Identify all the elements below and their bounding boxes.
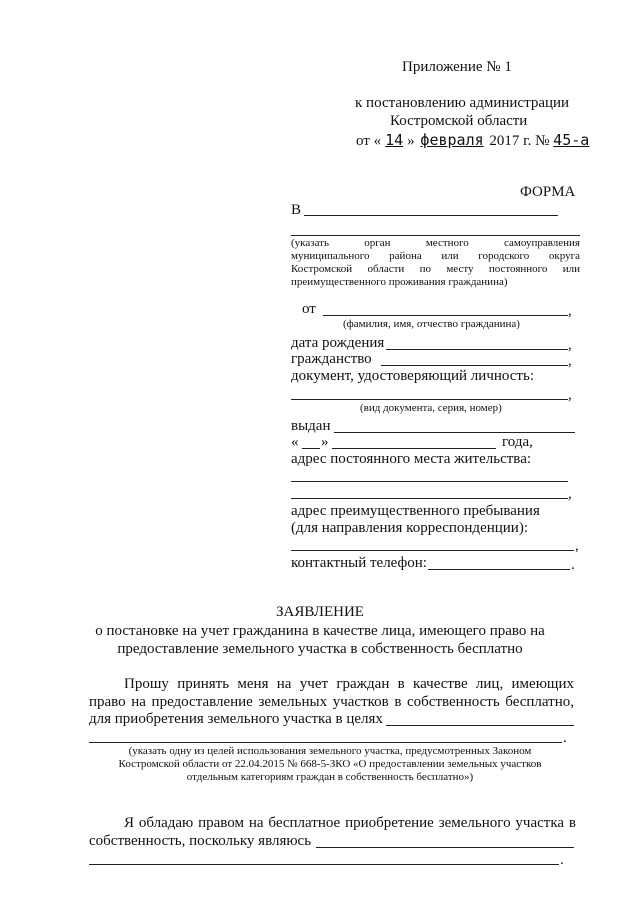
- fullname-hint: (фамилия, имя, отчество гражданина): [343, 318, 520, 330]
- from-label: от: [302, 301, 316, 317]
- date-prefix: от «: [356, 133, 382, 149]
- comma: ,: [568, 303, 572, 319]
- citizenship-line[interactable]: [381, 365, 568, 366]
- addressee-hint-3: Костромской области по месту постоянного или: [291, 263, 580, 275]
- issue-date-close: »: [321, 434, 329, 450]
- purpose-hint-1: (указать одну из целей использования земельного участка, предусмотренных Законом: [128, 745, 532, 757]
- addressee-line-1[interactable]: [304, 215, 558, 216]
- issue-date-open: «: [291, 434, 299, 450]
- comma: ,: [568, 337, 572, 353]
- statement-subtitle-2: предоставление земельного участка в собственность бесплатно: [117, 641, 523, 657]
- addressee-line-2[interactable]: [291, 235, 580, 236]
- statement-subtitle-1: о постановке на учет гражданина в качестве лица, имеющего право на: [95, 623, 545, 639]
- request-line-1: Прошу принять меня на учет граждан в качестве лиц, имеющих: [124, 676, 574, 692]
- basis-line-1[interactable]: [316, 847, 574, 848]
- comma: ,: [568, 353, 572, 369]
- id-document-line[interactable]: [291, 399, 568, 400]
- birth-date-line[interactable]: [386, 349, 568, 350]
- purpose-hint-2: Костромской области от 22.04.2015 № 668-5-ЗКО «О предоставлении земельных участков: [118, 758, 542, 770]
- purpose-line-2[interactable]: [89, 742, 562, 743]
- addressee-hint-1: (указать орган местного самоуправления: [291, 237, 580, 249]
- decree-line-1: к постановлению администрации: [355, 95, 570, 111]
- year-label: года,: [502, 434, 533, 450]
- purpose-line-1[interactable]: [386, 725, 574, 726]
- pref-stay-note: (для направления корреспонденции):: [291, 520, 528, 536]
- issue-day-line[interactable]: [302, 448, 320, 449]
- form-label: ФОРМА: [520, 184, 576, 200]
- perm-address-line-2[interactable]: [291, 498, 568, 499]
- date-day: 14: [385, 131, 404, 149]
- period: .: [571, 557, 575, 573]
- citizenship-label: гражданство: [291, 351, 372, 367]
- date-mid: »: [407, 133, 415, 149]
- comma: ,: [575, 538, 579, 554]
- fullname-line[interactable]: [323, 315, 568, 316]
- date-month: февраля: [420, 131, 484, 149]
- right-line-2: собственность, поскольку являюсь: [89, 833, 312, 849]
- statement-title: ЗАЯВЛЕНИЕ: [276, 604, 364, 620]
- to-prefix: В: [291, 202, 302, 218]
- decree-date: [356, 131, 589, 150]
- addressee-hint-2: муниципального района или городского округа: [291, 250, 580, 262]
- right-line-1: Я обладаю правом на бесплатное приобретение земельного участка в: [124, 815, 576, 831]
- pref-stay-label: адрес преимущественного пребывания: [291, 503, 540, 519]
- comma: ,: [568, 486, 572, 502]
- issued-label: выдан: [291, 418, 331, 434]
- perm-address-line-1[interactable]: [291, 481, 568, 482]
- phone-label: контактный телефон:: [291, 555, 427, 571]
- comma: ,: [568, 387, 572, 403]
- phone-line[interactable]: [428, 569, 570, 570]
- request-line-3: для приобретения земельного участка в целях: [89, 711, 383, 727]
- perm-address-label: адрес постоянного места жительства:: [291, 451, 532, 467]
- issue-month-year-line[interactable]: [332, 448, 496, 449]
- request-line-2: право на предоставление земельных участков в собственность бесплатно,: [89, 694, 574, 710]
- basis-line-2[interactable]: [89, 864, 559, 865]
- period: .: [560, 852, 564, 868]
- date-year: 2017 г. №: [489, 133, 550, 149]
- purpose-hint-3: отдельным категориям граждан в собственность бесплатно»): [186, 771, 474, 783]
- id-document-label: документ, удостоверяющий личность:: [291, 368, 534, 384]
- issued-by-line[interactable]: [334, 432, 575, 433]
- addressee-hint-4: преимущественного проживания гражданина): [291, 276, 508, 288]
- date-number: 45-а: [553, 131, 590, 149]
- id-document-hint: (вид документа, серия, номер): [360, 402, 502, 414]
- pref-stay-line[interactable]: [291, 550, 574, 551]
- appendix-number: Приложение № 1: [402, 59, 512, 75]
- birth-label: дата рождения: [291, 335, 385, 351]
- decree-line-2: Костромской области: [390, 113, 528, 129]
- period: .: [563, 730, 567, 746]
